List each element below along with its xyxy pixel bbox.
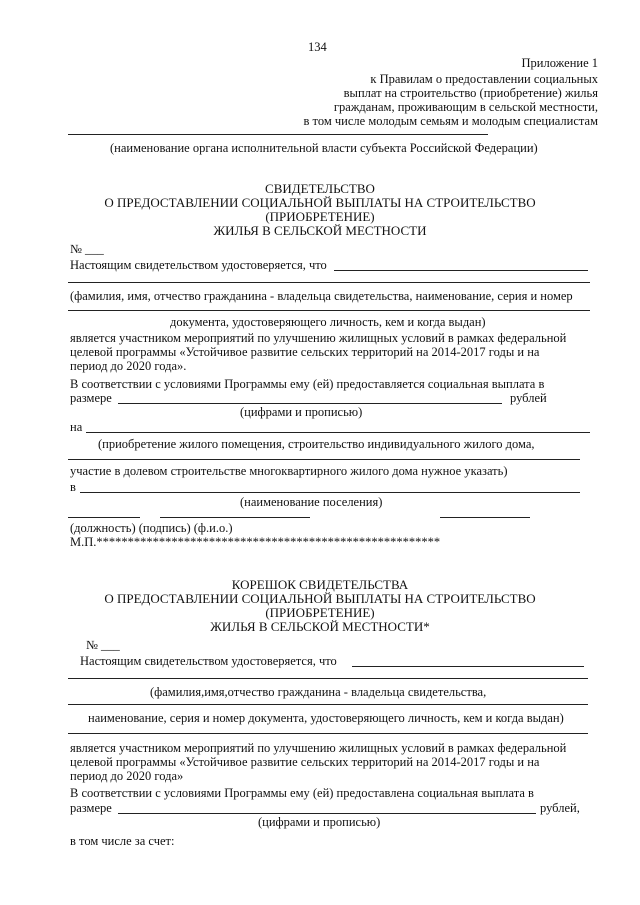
certificate-number: № ___: [70, 242, 104, 256]
stub-holder-caption: (фамилия,имя,отчество гражданина - владельца свидетельства,: [150, 685, 487, 699]
stub-amount-line: [118, 813, 536, 814]
title-line: ЖИЛЬЯ В СЕЛЬСКОЙ МЕСТНОСТИ: [213, 223, 427, 238]
purpose-caption: участие в долевом строительстве многоквартирного жилого дома нужное указать): [70, 464, 508, 478]
amount-label: размере: [70, 391, 112, 405]
signature-line: [440, 517, 530, 518]
stub-holder-line: [352, 666, 584, 667]
purpose-caption: (приобретение жилого помещения, строительство индивидуального жилого дома,: [98, 437, 535, 451]
stub-holder-line-3: [68, 704, 588, 705]
page-number: 134: [308, 40, 327, 54]
holder-line: [334, 270, 588, 271]
signature-caption: (должность) (подпись) (ф.и.о.): [70, 521, 233, 535]
stub-participant-text: является участником мероприятий по улучшению жилищных условий в рамках федеральной: [70, 741, 567, 755]
stub-holder-line-2: [68, 678, 588, 679]
authority-caption: (наименование органа исполнительной власти субъекта Российской Федерации): [110, 141, 538, 155]
appendix-line: к Правилам о предоставлении социальных: [370, 72, 598, 86]
amount-line: [118, 403, 502, 404]
title-line: О ПРЕДОСТАВЛЕНИИ СОЦИАЛЬНОЙ ВЫПЛАТЫ НА СТРОИТЕЛЬСТВО: [104, 195, 536, 210]
title-line: КОРЕШОК СВИДЕТЕЛЬСТВА: [231, 577, 409, 592]
participant-text: является участником мероприятий по улучшению жилищных условий в рамках федеральной: [70, 331, 567, 345]
title-line: СВИДЕТЕЛЬСТВО: [265, 181, 375, 196]
stub-amount-caption: (цифрами и прописью): [258, 815, 381, 829]
title-line: О ПРЕДОСТАВЛЕНИИ СОЦИАЛЬНОЙ ВЫПЛАТЫ НА СТРОИТЕЛЬСТВО: [104, 591, 536, 606]
appendix-line: гражданам, проживающим в сельской местности,: [333, 100, 598, 114]
appendix-line: выплат на строительство (приобретение) жилья: [343, 86, 598, 100]
participant-text: период до 2020 года».: [70, 359, 187, 373]
title-line: ЖИЛЬЯ В СЕЛЬСКОЙ МЕСТНОСТИ*: [210, 619, 430, 634]
stub-amount-label: размере: [70, 801, 112, 815]
stub-payment-text: В соответствии с условиями Программы ему (ей) предоставлена социальная выплата в: [70, 786, 534, 800]
stub-holder-caption: наименование, серия и номер документа, удостоверяющего личность, кем и когда выдан): [88, 711, 564, 725]
signature-line: [68, 517, 140, 518]
stub-holder-line-4: [68, 733, 588, 734]
purpose-line-2: [68, 459, 580, 460]
stub-participant-text: период до 2020 года»: [70, 769, 184, 783]
stamp-label: М.П.*******************************************************: [70, 535, 441, 549]
title-line: (ПРИОБРЕТЕНИЕ): [265, 209, 375, 224]
stub-participant-text: целевой программы «Устойчивое развитие сельских территорий на 2014-2017 годы и на: [70, 755, 540, 769]
appendix-line: в том числе молодым семьям и молодым специалистам: [303, 114, 598, 128]
settlement-caption: (наименование поселения): [240, 495, 383, 509]
currency-label: рублей: [510, 391, 547, 405]
holder-caption: документа, удостоверяющего личность, кем и когда выдан): [170, 315, 486, 329]
appendix-title: Приложение 1: [521, 56, 598, 70]
holder-caption: (фамилия, имя, отчество гражданина - владельца свидетельства, наименование, серия и номер: [70, 289, 573, 303]
holder-line-3: [68, 310, 590, 311]
settlement-line: [80, 492, 580, 493]
amount-caption: (цифрами и прописью): [240, 405, 363, 419]
purpose-line: [86, 432, 590, 433]
participant-text: целевой программы «Устойчивое развитие сельских территорий на 2014-2017 годы и на: [70, 345, 540, 359]
in-label: в: [70, 480, 76, 494]
stub-including-text: в том числе за счет:: [70, 834, 175, 848]
signature-line: [160, 517, 310, 518]
for-label: на: [70, 420, 83, 434]
stub-number: № ___: [86, 638, 120, 652]
authority-line: [68, 134, 488, 135]
holder-line-2: [68, 282, 590, 283]
attests-text: Настоящим свидетельством удостоверяется, что: [70, 258, 327, 272]
stub-attests-text: Настоящим свидетельством удостоверяется, что: [80, 654, 337, 668]
title-line: (ПРИОБРЕТЕНИЕ): [265, 605, 375, 620]
stub-currency-label: рублей,: [540, 801, 580, 815]
payment-text: В соответствии с условиями Программы ему (ей) предоставляется социальная выплата в: [70, 377, 545, 391]
